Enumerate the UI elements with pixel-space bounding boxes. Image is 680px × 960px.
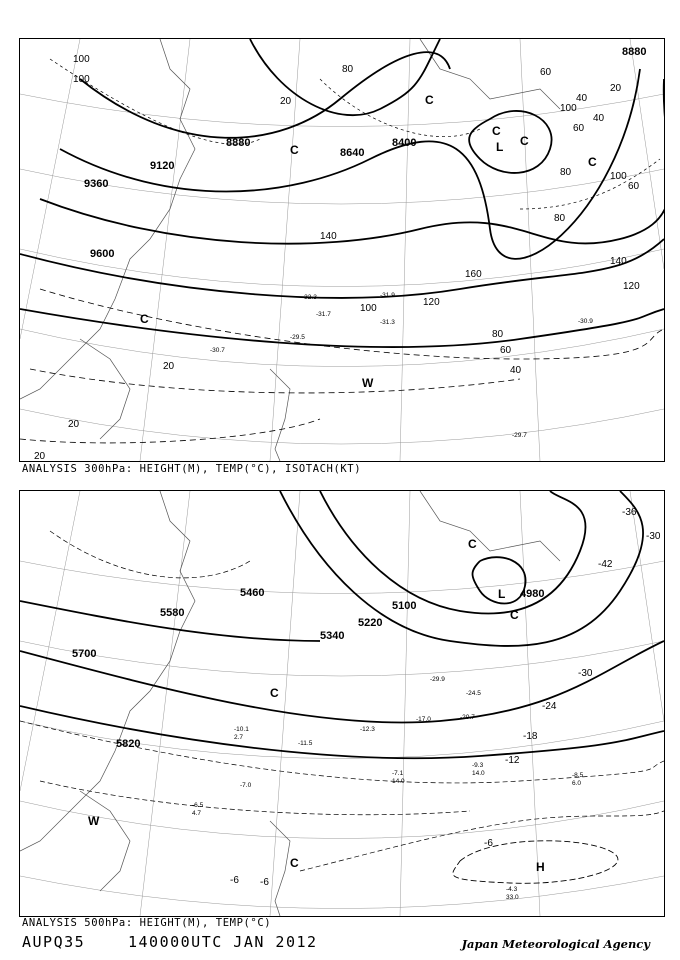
station-obs-label: -12.3 <box>360 726 375 733</box>
map-500hpa <box>19 490 665 917</box>
isotach-label: 80 <box>560 167 572 178</box>
cold-center-label: C <box>468 537 477 551</box>
lat-lon-graticule <box>20 491 664 916</box>
isotach-label: 20 <box>610 83 622 94</box>
temperature-label: -24 <box>542 701 557 712</box>
temperature-label: -6 <box>260 877 269 888</box>
height-label: 8880 <box>226 137 251 149</box>
cold-center-label: C <box>290 143 299 157</box>
station-obs-label: 14.0 <box>472 770 485 777</box>
warm-center-label: W <box>362 376 374 390</box>
caption-500hpa: ANALYSIS 500hPa: HEIGHT(M), TEMP(°C) <box>22 917 272 929</box>
isotach-label: 60 <box>540 67 552 78</box>
height-labels <box>72 587 544 750</box>
station-obs-label: -11.5 <box>298 740 313 747</box>
isotach-label: 20 <box>34 451 46 461</box>
isotach-label: 20 <box>280 96 292 107</box>
isotach-label: 100 <box>610 171 627 182</box>
temperature-label: -6 <box>484 838 493 849</box>
map-500hpa-canvas <box>20 491 664 916</box>
temperature-label: -32.3 <box>302 294 317 301</box>
station-obs-label: -4.3 <box>506 886 518 893</box>
isotach-label: 80 <box>554 213 566 224</box>
temperature-label: -36 <box>622 507 637 518</box>
isotach-label: 40 <box>576 93 588 104</box>
temperature-label: -18 <box>523 731 538 742</box>
station-obs-label: 4.7 <box>192 810 202 817</box>
station-obs-label: 33.0 <box>506 894 519 901</box>
height-label: 5700 <box>72 648 97 660</box>
isotach-label: 60 <box>500 345 512 356</box>
high-center-label: H <box>536 860 545 874</box>
station-obs-label: -6.5 <box>192 802 204 809</box>
isotach-contours <box>20 289 664 443</box>
agency-name: Japan Meteorological Agency <box>461 937 650 951</box>
station-obs-label: -10.1 <box>234 726 249 733</box>
station-obs-label: -9.3 <box>472 762 484 769</box>
isotach-label: 80 <box>492 329 504 340</box>
isotach-label: 20 <box>68 419 80 430</box>
map-300hpa <box>19 38 665 462</box>
cold-center-label: C <box>270 686 279 700</box>
height-label: 5460 <box>240 587 265 599</box>
cold-center-label: C <box>510 608 519 622</box>
warm-center-label: W <box>88 814 100 828</box>
isotach-labels <box>34 54 640 461</box>
station-obs-label: -20.7 <box>460 714 475 721</box>
pressure-system-labels <box>140 93 597 390</box>
isotach-label: 140 <box>320 231 337 242</box>
cold-center-label: C <box>520 134 529 148</box>
height-label: 8640 <box>340 147 365 159</box>
valid-time: 140000UTC JAN 2012 <box>128 933 318 951</box>
temperature-label: -31.9 <box>380 292 395 299</box>
isotach-label: 40 <box>510 365 522 376</box>
isotach-label: 160 <box>465 269 482 280</box>
temperature-label: -30 <box>578 668 593 679</box>
temperature-label: -12 <box>505 755 520 766</box>
height-label: 8400 <box>392 137 417 149</box>
temperature-label: -31.7 <box>316 311 331 318</box>
isotach-label: 60 <box>573 123 585 134</box>
station-obs-label: -17.0 <box>416 716 431 723</box>
cold-center-label: C <box>492 124 501 138</box>
isotach-label: 140 <box>610 256 627 267</box>
isotach-label: 100 <box>73 54 90 65</box>
station-obs-label: -7.0 <box>240 782 252 789</box>
height-label: 5580 <box>160 607 185 619</box>
temperature-label: -29.5 <box>290 334 305 341</box>
height-label: 9120 <box>150 160 175 172</box>
isotach-label: 100 <box>73 74 90 85</box>
low-center-label: L <box>498 587 506 601</box>
temperature-label: -30.7 <box>210 347 225 354</box>
height-label: 9600 <box>90 248 115 260</box>
station-obs-label: -8.5 <box>572 772 584 779</box>
station-obs-label: -7.1 <box>392 770 404 777</box>
station-obs-labels <box>192 676 584 901</box>
temperature-label: -30 <box>646 531 661 542</box>
height-label: 5220 <box>358 617 383 629</box>
cold-center-label: C <box>140 312 149 326</box>
low-center-label: L <box>496 140 504 154</box>
isotach-label: 40 <box>593 113 605 124</box>
height-label: 9360 <box>84 178 109 190</box>
height-label: 8880 <box>622 46 647 58</box>
isotach-label: 120 <box>623 281 640 292</box>
station-obs-label: 6.0 <box>572 780 582 787</box>
height-label: 4980 <box>520 588 545 600</box>
height-label: 5340 <box>320 630 345 642</box>
isotach-label: 60 <box>628 181 640 192</box>
height-contours <box>20 491 664 758</box>
isotach-label: 80 <box>342 64 354 75</box>
map-300hpa-canvas <box>20 39 664 461</box>
height-labels <box>84 46 646 260</box>
isotach-label: 20 <box>163 361 175 372</box>
cold-center-label: C <box>290 856 299 870</box>
temperature-label: -31.3 <box>380 319 395 326</box>
temperature-label: -29.7 <box>512 432 527 439</box>
height-label: 5100 <box>392 600 417 612</box>
height-label: 5820 <box>116 738 141 750</box>
temperature-label: -6 <box>230 875 239 886</box>
station-obs-label: -24.5 <box>466 690 481 697</box>
cold-center-label: C <box>588 155 597 169</box>
isotach-label: 120 <box>423 297 440 308</box>
station-obs-label: 14.0 <box>392 778 405 785</box>
temperature-label: -30.9 <box>578 318 593 325</box>
product-code: AUPQ35 <box>22 933 86 951</box>
station-obs-label: -29.9 <box>430 676 445 683</box>
isotach-label: 100 <box>560 103 577 114</box>
height-contours <box>20 39 664 347</box>
isotach-label: 100 <box>360 303 377 314</box>
caption-300hpa: ANALYSIS 300hPa: HEIGHT(M), TEMP(°C), ISOTACH(KT) <box>22 463 362 475</box>
temperature-label: -42 <box>598 559 613 570</box>
station-obs-label: 2.7 <box>234 734 244 741</box>
cold-center-label: C <box>425 93 434 107</box>
coastline <box>20 491 560 916</box>
